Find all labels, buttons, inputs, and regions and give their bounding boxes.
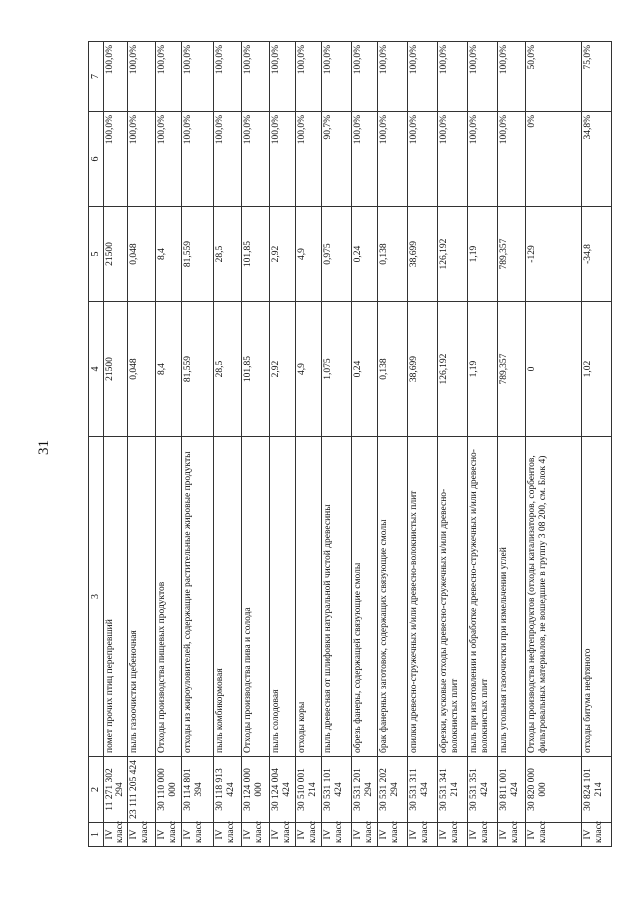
value-col4: 28,5: [214, 302, 242, 437]
value-col4: 21500: [103, 302, 128, 437]
value-col4: 0,048: [128, 302, 156, 437]
waste-class: IV класс: [408, 823, 438, 847]
page-number: 31: [36, 440, 52, 455]
value-col6: 100,0%: [498, 112, 526, 207]
value-col4: 4,9: [296, 302, 322, 437]
waste-class: IV класс: [296, 823, 322, 847]
waste-name: опилки древесно-стружечных и/или древесно-волокнистых плит: [408, 437, 438, 757]
waste-code: 30 110 000 000: [156, 757, 182, 823]
value-col6: 100,0%: [438, 112, 468, 207]
waste-code: 30 510 001 214: [296, 757, 322, 823]
value-col5: 4,9: [296, 207, 322, 302]
value-col6: 100,0%: [378, 112, 408, 207]
value-col4: 126,192: [438, 302, 468, 437]
waste-name: пыль комбикормовая: [214, 437, 242, 757]
value-col4: 1,075: [322, 302, 352, 437]
waste-name: обрезь фанеры, содержащей связующие смолы: [352, 437, 378, 757]
value-col6: 100,0%: [156, 112, 182, 207]
waste-name: помет прочих птиц перепревший: [103, 437, 128, 757]
waste-class: IV класс: [156, 823, 182, 847]
waste-name: брак фанерных заготовок, содержащих связующие смолы: [378, 437, 408, 757]
table-body: [103, 42, 612, 847]
value-col7: 100,0%: [498, 42, 526, 112]
table-row: [498, 42, 526, 847]
value-col7: 100,0%: [408, 42, 438, 112]
waste-name: отходы коры: [296, 437, 322, 757]
value-col6: 100,0%: [270, 112, 296, 207]
value-col6: 100,0%: [103, 112, 128, 207]
waste-code: 30 531 202 294: [378, 757, 408, 823]
value-col5: 101,85: [242, 207, 270, 302]
waste-code: 30 531 101 424: [322, 757, 352, 823]
waste-code: 30 124 004 424: [270, 757, 296, 823]
value-col5: -129: [526, 207, 582, 302]
value-col4: 0,24: [352, 302, 378, 437]
value-col5: 0,975: [322, 207, 352, 302]
value-col7: 100,0%: [103, 42, 128, 112]
waste-class: IV класс: [322, 823, 352, 847]
waste-code: 30 531 351 424: [468, 757, 498, 823]
value-col7: 100,0%: [156, 42, 182, 112]
value-col7: 50,0%: [526, 42, 582, 112]
table-row: [352, 42, 378, 847]
waste-name: отходы из жироуловителей, содержащие растительные жировые продукты: [182, 437, 214, 757]
value-col7: 100,0%: [322, 42, 352, 112]
waste-name: пыль газоочистки щебеночная: [128, 437, 156, 757]
value-col5: 0,048: [128, 207, 156, 302]
column-header-7: 7: [89, 42, 104, 112]
value-col4: 2,92: [270, 302, 296, 437]
table-row: [182, 42, 214, 847]
value-col7: 75,0%: [582, 42, 612, 112]
value-col4: 101,85: [242, 302, 270, 437]
table-row: [156, 42, 182, 847]
table-row: [468, 42, 498, 847]
value-col7: 100,0%: [296, 42, 322, 112]
waste-class: IV класс: [526, 823, 582, 847]
waste-code: 30 531 201 294: [352, 757, 378, 823]
waste-class: IV класс: [582, 823, 612, 847]
waste-name: обрезки, кусковые отходы древесно-стружечных и/или древесно-волокнистых плит: [438, 437, 468, 757]
value-col7: 100,0%: [214, 42, 242, 112]
waste-class: IV класс: [438, 823, 468, 847]
waste-code: 30 124 000 000: [242, 757, 270, 823]
value-col6: 100,0%: [468, 112, 498, 207]
value-col6: 90,7%: [322, 112, 352, 207]
value-col4: 0: [526, 302, 582, 437]
value-col6: 100,0%: [214, 112, 242, 207]
waste-name: пыль при изготовлении и обработке древесно-стружечных и/или древесно-волокнистых плит: [468, 437, 498, 757]
value-col4: 1,19: [468, 302, 498, 437]
value-col4: 0,138: [378, 302, 408, 437]
value-col5: 1,19: [468, 207, 498, 302]
waste-class: IV класс: [378, 823, 408, 847]
value-col5: 0,24: [352, 207, 378, 302]
waste-code: 23 111 205 424: [128, 757, 156, 823]
value-col5: 81,559: [182, 207, 214, 302]
waste-class: IV класс: [182, 823, 214, 847]
waste-code: 30 531 311 434: [408, 757, 438, 823]
value-col7: 100,0%: [182, 42, 214, 112]
waste-class: IV класс: [214, 823, 242, 847]
value-col7: 100,0%: [438, 42, 468, 112]
value-col6: 100,0%: [128, 112, 156, 207]
waste-class: IV класс: [242, 823, 270, 847]
table-row: [582, 42, 612, 847]
value-col5: 8,4: [156, 207, 182, 302]
waste-name: Отходы производства пищевых продуктов: [156, 437, 182, 757]
table-row: [438, 42, 468, 847]
table-row: [378, 42, 408, 847]
waste-table-container: [88, 42, 612, 847]
value-col5: 0,138: [378, 207, 408, 302]
value-col7: 100,0%: [468, 42, 498, 112]
value-col6: 100,0%: [182, 112, 214, 207]
value-col5: 38,699: [408, 207, 438, 302]
waste-name: Отходы производства пива и солода: [242, 437, 270, 757]
value-col5: 789,357: [498, 207, 526, 302]
column-header-1: 1: [89, 823, 104, 847]
table-row: [242, 42, 270, 847]
waste-code: 30 811 001 424: [498, 757, 526, 823]
value-col4: 81,559: [182, 302, 214, 437]
table-row: [103, 42, 128, 847]
table-row: [408, 42, 438, 847]
column-header-5: 5: [89, 207, 104, 302]
column-header-3: 3: [89, 437, 104, 757]
waste-name: отходы битума нефтяного: [582, 437, 612, 757]
value-col5: 28,5: [214, 207, 242, 302]
table-row: [128, 42, 156, 847]
table-row: [270, 42, 296, 847]
waste-table: [88, 41, 612, 847]
value-col5: 21500: [103, 207, 128, 302]
value-col7: 100,0%: [128, 42, 156, 112]
table-row: [526, 42, 582, 847]
waste-name: Отходы производства нефтепродуктов (отходы катализаторов, сорбентов, фильтровальных материалов, не вошедшие в группу 3 08 200, см. Блок 4): [526, 437, 582, 757]
waste-name: пыль угольная газоочистки при измельчении углей: [498, 437, 526, 757]
waste-code: 30 824 101 214: [582, 757, 612, 823]
value-col4: 1,02: [582, 302, 612, 437]
value-col7: 100,0%: [242, 42, 270, 112]
waste-class: IV класс: [468, 823, 498, 847]
table-row: [322, 42, 352, 847]
waste-code: 30 820 000 000: [526, 757, 582, 823]
value-col6: 100,0%: [296, 112, 322, 207]
value-col6: 100,0%: [408, 112, 438, 207]
value-col7: 100,0%: [352, 42, 378, 112]
column-header-2: 2: [89, 757, 104, 823]
column-header-6: 6: [89, 112, 104, 207]
value-col4: 789,357: [498, 302, 526, 437]
waste-class: IV класс: [128, 823, 156, 847]
value-col5: 126,192: [438, 207, 468, 302]
value-col6: 34,8%: [582, 112, 612, 207]
value-col7: 100,0%: [270, 42, 296, 112]
value-col4: 8,4: [156, 302, 182, 437]
waste-code: 30 531 341 214: [438, 757, 468, 823]
waste-class: IV класс: [270, 823, 296, 847]
waste-name: пыль древесная от шлифовки натуральной чистой древесины: [322, 437, 352, 757]
value-col4: 38,699: [408, 302, 438, 437]
waste-class: IV класс: [103, 823, 128, 847]
value-col7: 100,0%: [378, 42, 408, 112]
waste-code: 11 271 302 294: [103, 757, 128, 823]
value-col5: 2,92: [270, 207, 296, 302]
column-header-4: 4: [89, 302, 104, 437]
waste-class: IV класс: [352, 823, 378, 847]
table-row: [214, 42, 242, 847]
table-row: [296, 42, 322, 847]
value-col6: 0%: [526, 112, 582, 207]
value-col5: -34,8: [582, 207, 612, 302]
waste-class: IV класс: [498, 823, 526, 847]
waste-code: 30 118 913 424: [214, 757, 242, 823]
waste-code: 30 114 801 394: [182, 757, 214, 823]
value-col6: 100,0%: [352, 112, 378, 207]
value-col6: 100,0%: [242, 112, 270, 207]
waste-name: пыль солодовая: [270, 437, 296, 757]
table-header-row: [89, 42, 104, 847]
